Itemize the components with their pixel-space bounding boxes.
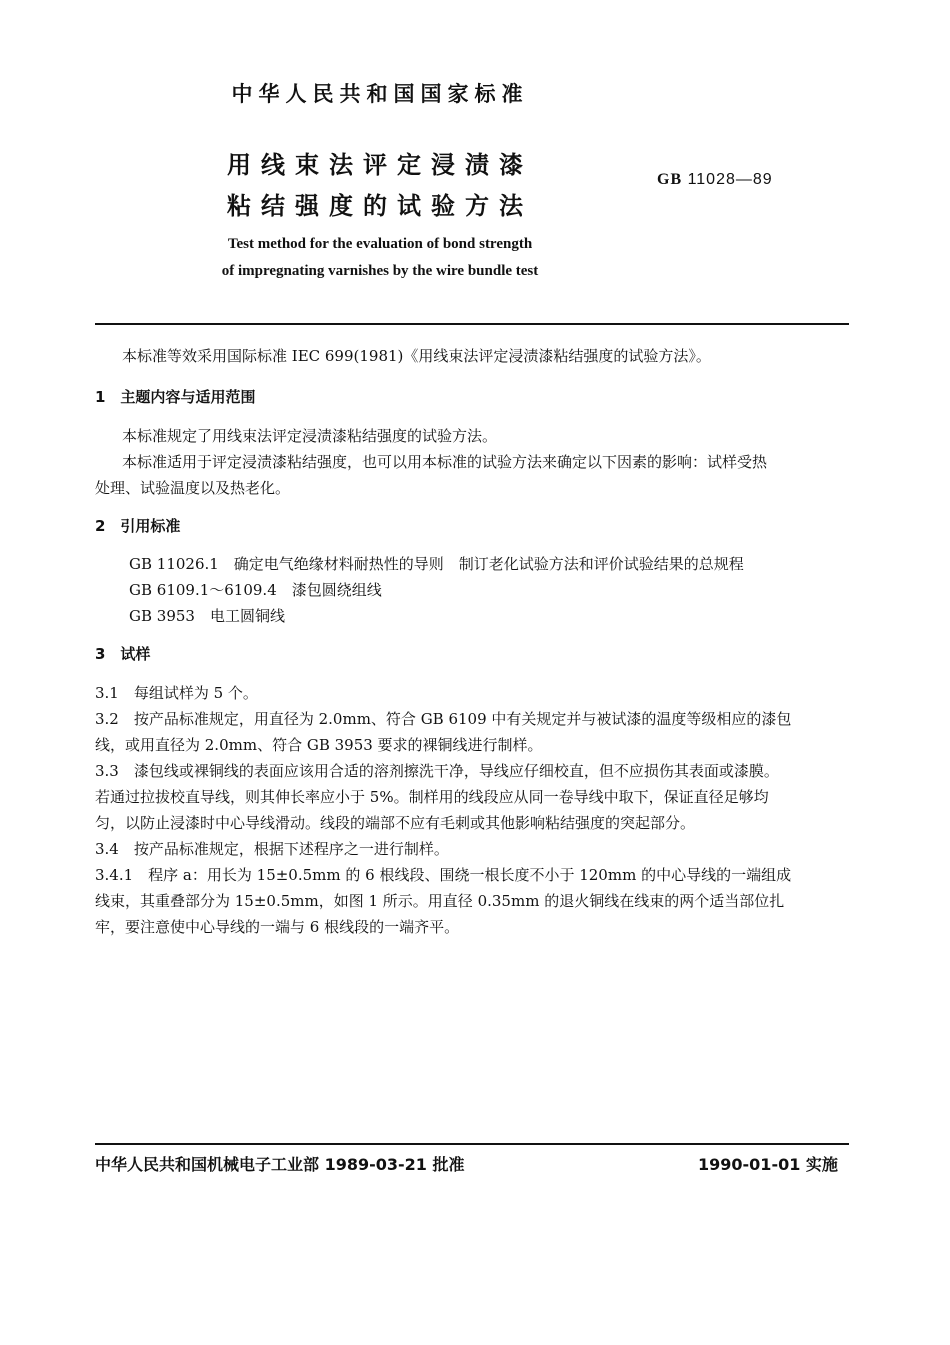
section-2-heading: 2 引用标准 <box>95 517 181 535</box>
title-en-line1: Test method for the evaluation of bond strength <box>227 236 533 252</box>
clause-3-3-line3: 匀，以防止浸漆时中心导线滑动。线段的端部不应有毛刺或其他影响粘结强度的突起部分。 <box>95 814 696 832</box>
section-1-p1: 本标准规定了用线束法评定浸渍漆粘结强度的试验方法。 <box>122 427 498 445</box>
section-1-p2-line1: 本标准适用于评定浸渍漆粘结强度，也可以用本标准的试验方法来确定以下因素的影响：试样受热 <box>122 453 768 471</box>
clause-3-3-line2: 若通过拉拔校直导线，则其伸长率应小于 5%。制样用的线段应从同一卷导线中取下，保证直径足够均 <box>95 788 769 806</box>
section-1-heading: 1 主题内容与适用范围 <box>95 388 256 406</box>
clause-3-2-line1: 3.2 按产品标准规定，用直径为 2.0mm、符合 GB 6109 中有关规定并与被试漆的温度等级相应的漆包 <box>95 710 792 728</box>
clause-3-4-1-line1: 3.4.1 程序 a：用长为 15±0.5mm 的 6 根线段、围绕一根长度不小于 120mm 的中心导线的一端组成 <box>95 866 792 884</box>
section-3-heading: 3 试样 <box>95 645 151 663</box>
reference-3: GB 3953 电工圆铜线 <box>129 607 285 625</box>
section-1-p2-line2: 处理、试验温度以及热老化。 <box>95 479 291 497</box>
clause-3-2-line2: 线，或用直径为 2.0mm、符合 GB 3953 要求的裸铜线进行制样。 <box>95 736 543 754</box>
issuing-body: 中华人民共和国国家标准 <box>231 82 529 106</box>
clause-3-4-1-line2: 线束，其重叠部分为 15±0.5mm，如图 1 所示。用直径 0.35mm 的退火铜线在线束的两个适当部位扎 <box>95 892 785 910</box>
clause-3-4-1-line3: 牢，要注意使中心导线的一端与 6 根线段的一端齐平。 <box>95 918 460 936</box>
title-cn-line1: 用线束法评定浸渍漆 <box>227 151 533 179</box>
effective-date: 1990-01-01 实施 <box>698 1155 838 1174</box>
header-divider <box>95 323 849 325</box>
reference-1: GB 11026.1 确定电气绝缘材料耐热性的导则 制订老化试验方法和评价试验结果的总规程 <box>129 555 744 573</box>
standard-prefix: GB <box>657 171 683 188</box>
title-cn-line2: 粘结强度的试验方法 <box>227 192 533 220</box>
approval-statement: 中华人民共和国机械电子工业部 1989-03-21 批准 <box>95 1155 465 1174</box>
standard-number <box>657 171 773 189</box>
clause-3-4: 3.4 按产品标准规定，根据下述程序之一进行制样。 <box>95 840 449 858</box>
reference-2: GB 6109.1～6109.4 漆包圆绕组线 <box>129 581 382 599</box>
clause-3-3-line1: 3.3 漆包线或裸铜线的表面应该用合适的溶剂擦洗干净，导线应仔细校直，但不应损伤其表面或漆膜。 <box>95 762 779 780</box>
clause-3-1: 3.1 每组试样为 5 个。 <box>95 684 258 702</box>
intro-paragraph: 本标准等效采用国际标准 IEC 699(1981)《用线束法评定浸渍漆粘结强度的试验方法》。 <box>122 347 711 365</box>
standard-code: 11028—89 <box>682 171 773 188</box>
title-en-line2: of impregnating varnishes by the wire bundle test <box>221 263 539 279</box>
footer-divider <box>95 1143 849 1145</box>
